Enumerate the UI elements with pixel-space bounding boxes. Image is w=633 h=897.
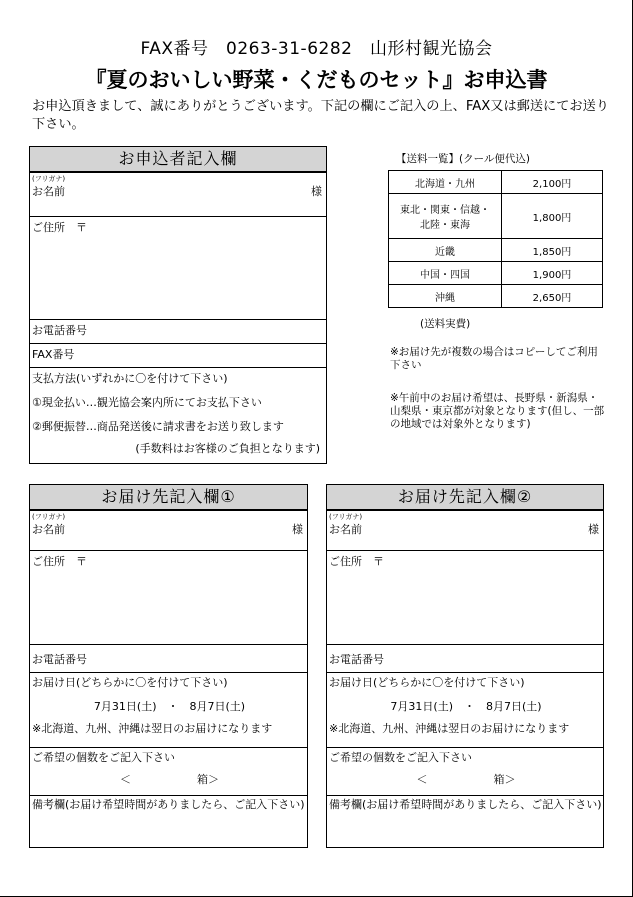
delivery-1-remarks-field[interactable]: [30, 795, 307, 847]
fee-amount: 1,800円: [502, 194, 603, 239]
date-options[interactable]: 7月31日(土) ・ 8月7日(土): [390, 700, 542, 713]
fax-number-line: FAX番号 0263-31-6282 山形村観光協会: [140, 39, 493, 59]
date-label: お届け日(どちらかに〇を付けて下さい): [32, 676, 228, 689]
quantity-format: ＜ 箱＞: [416, 773, 516, 786]
shipping-fee-title: 【送料一覧】(クール便代込): [396, 153, 530, 165]
copy-note: ※お届け先が複数の場合はコピーしてご利用下さい: [390, 346, 598, 371]
furigana-label: (フリガナ): [32, 513, 66, 521]
address-label: ご住所 〒: [32, 555, 87, 568]
delivery-2-remarks-field[interactable]: [327, 795, 603, 847]
fee-amount: 1,850円: [502, 239, 603, 262]
fee-region: 東北・関東・信越・北陸・東海: [389, 194, 502, 239]
payment-option-cash[interactable]: ①現金払い…観光協会案内所にてお支払下さい: [32, 396, 262, 409]
fee-region: 近畿: [389, 239, 502, 262]
table-row: [389, 285, 603, 308]
fee-amount: 2,650円: [502, 285, 603, 308]
applicant-name-field[interactable]: [30, 172, 326, 216]
date-note: ※北海道、九州、沖縄は翌日のお届けになります: [329, 722, 570, 735]
table-row: [389, 239, 603, 262]
delivery-2-address-field[interactable]: [327, 550, 603, 644]
date-note: ※北海道、九州、沖縄は翌日のお届けになります: [32, 722, 273, 735]
date-label: お届け日(どちらかに〇を付けて下さい): [329, 676, 525, 689]
delivery-2-heading: お届け先記入欄②: [327, 485, 603, 510]
applicant-address-field[interactable]: [30, 216, 326, 319]
quantity-label: ご希望の個数をご記入下さい: [32, 751, 175, 764]
form-title: 『夏のおいしい野菜・くだものセット』お申込書: [85, 68, 548, 92]
payment-label: 支払方法(いずれかに〇を付けて下さい): [32, 372, 228, 385]
address-label: ご住所 〒: [329, 555, 384, 568]
sama-label: 様: [588, 523, 599, 536]
fee-amount: 1,900円: [502, 262, 603, 285]
delivery-2-name-field[interactable]: [327, 510, 603, 550]
fee-amount: 2,100円: [502, 171, 603, 194]
applicant-section: [29, 146, 327, 464]
fee-region: 沖縄: [389, 285, 502, 308]
delivery-section-1: [29, 484, 308, 848]
name-label: お名前: [329, 523, 362, 536]
delivery-1-name-field[interactable]: [30, 510, 307, 550]
morning-delivery-note: ※午前中のお届け希望は、長野県・新潟県・山梨県・東京都が対象となります(但し、一部の地域では対象外となります): [390, 392, 605, 430]
delivery-1-heading: お届け先記入欄①: [30, 485, 307, 510]
fax-label: FAX番号: [32, 348, 75, 361]
sama-label: 様: [311, 185, 322, 198]
delivery-2-phone-field[interactable]: [327, 644, 603, 672]
delivery-1-quantity-field[interactable]: [30, 747, 307, 795]
delivery-2-date-field[interactable]: [327, 672, 603, 747]
date-options[interactable]: 7月31日(土) ・ 8月7日(土): [93, 700, 246, 713]
applicant-fax-field[interactable]: [30, 343, 326, 367]
delivery-section-2: [326, 484, 604, 848]
shipping-fee-table: [388, 170, 603, 308]
delivery-2-quantity-field[interactable]: [327, 747, 603, 795]
fee-region: 中国・四国: [389, 262, 502, 285]
name-label: お名前: [32, 185, 65, 198]
phone-label: お電話番号: [32, 653, 87, 666]
quantity-label: ご希望の個数をご記入下さい: [329, 751, 472, 764]
address-label: ご住所 〒: [32, 221, 87, 234]
sama-label: 様: [292, 523, 303, 536]
payment-option-transfer[interactable]: ②郵便振替…商品発送後に請求書をお送り致します: [32, 420, 284, 433]
table-row: [389, 171, 603, 194]
fee-region: 北海道・九州: [389, 171, 502, 194]
intro-text: お申込頂きまして、誠にありがとうございます。下記の欄にご記入の上、FAX又は郵送にてお送り下さい。: [32, 99, 609, 132]
delivery-1-address-field[interactable]: [30, 550, 307, 644]
shipping-fee-note: (送料実費): [420, 318, 471, 330]
table-row: [389, 194, 603, 239]
applicant-phone-field[interactable]: [30, 319, 326, 343]
furigana-label: (フリガナ): [32, 175, 66, 183]
delivery-1-phone-field[interactable]: [30, 644, 307, 672]
name-label: お名前: [32, 523, 65, 536]
furigana-label: (フリガナ): [329, 513, 363, 521]
table-row: [389, 262, 603, 285]
remarks-label: 備考欄(お届け希望時間がありましたら、ご記入下さい): [32, 798, 305, 811]
remarks-label: 備考欄(お届け希望時間がありましたら、ご記入下さい): [329, 798, 602, 811]
payment-method-field[interactable]: [30, 367, 326, 463]
payment-fee-note: (手数料はお客様のご負担となります): [135, 442, 320, 455]
quantity-format: ＜ 箱＞: [120, 773, 219, 786]
phone-label: お電話番号: [329, 653, 384, 666]
delivery-1-date-field[interactable]: [30, 672, 307, 747]
phone-label: お電話番号: [32, 324, 87, 337]
applicant-heading: お申込者記入欄: [30, 147, 326, 172]
